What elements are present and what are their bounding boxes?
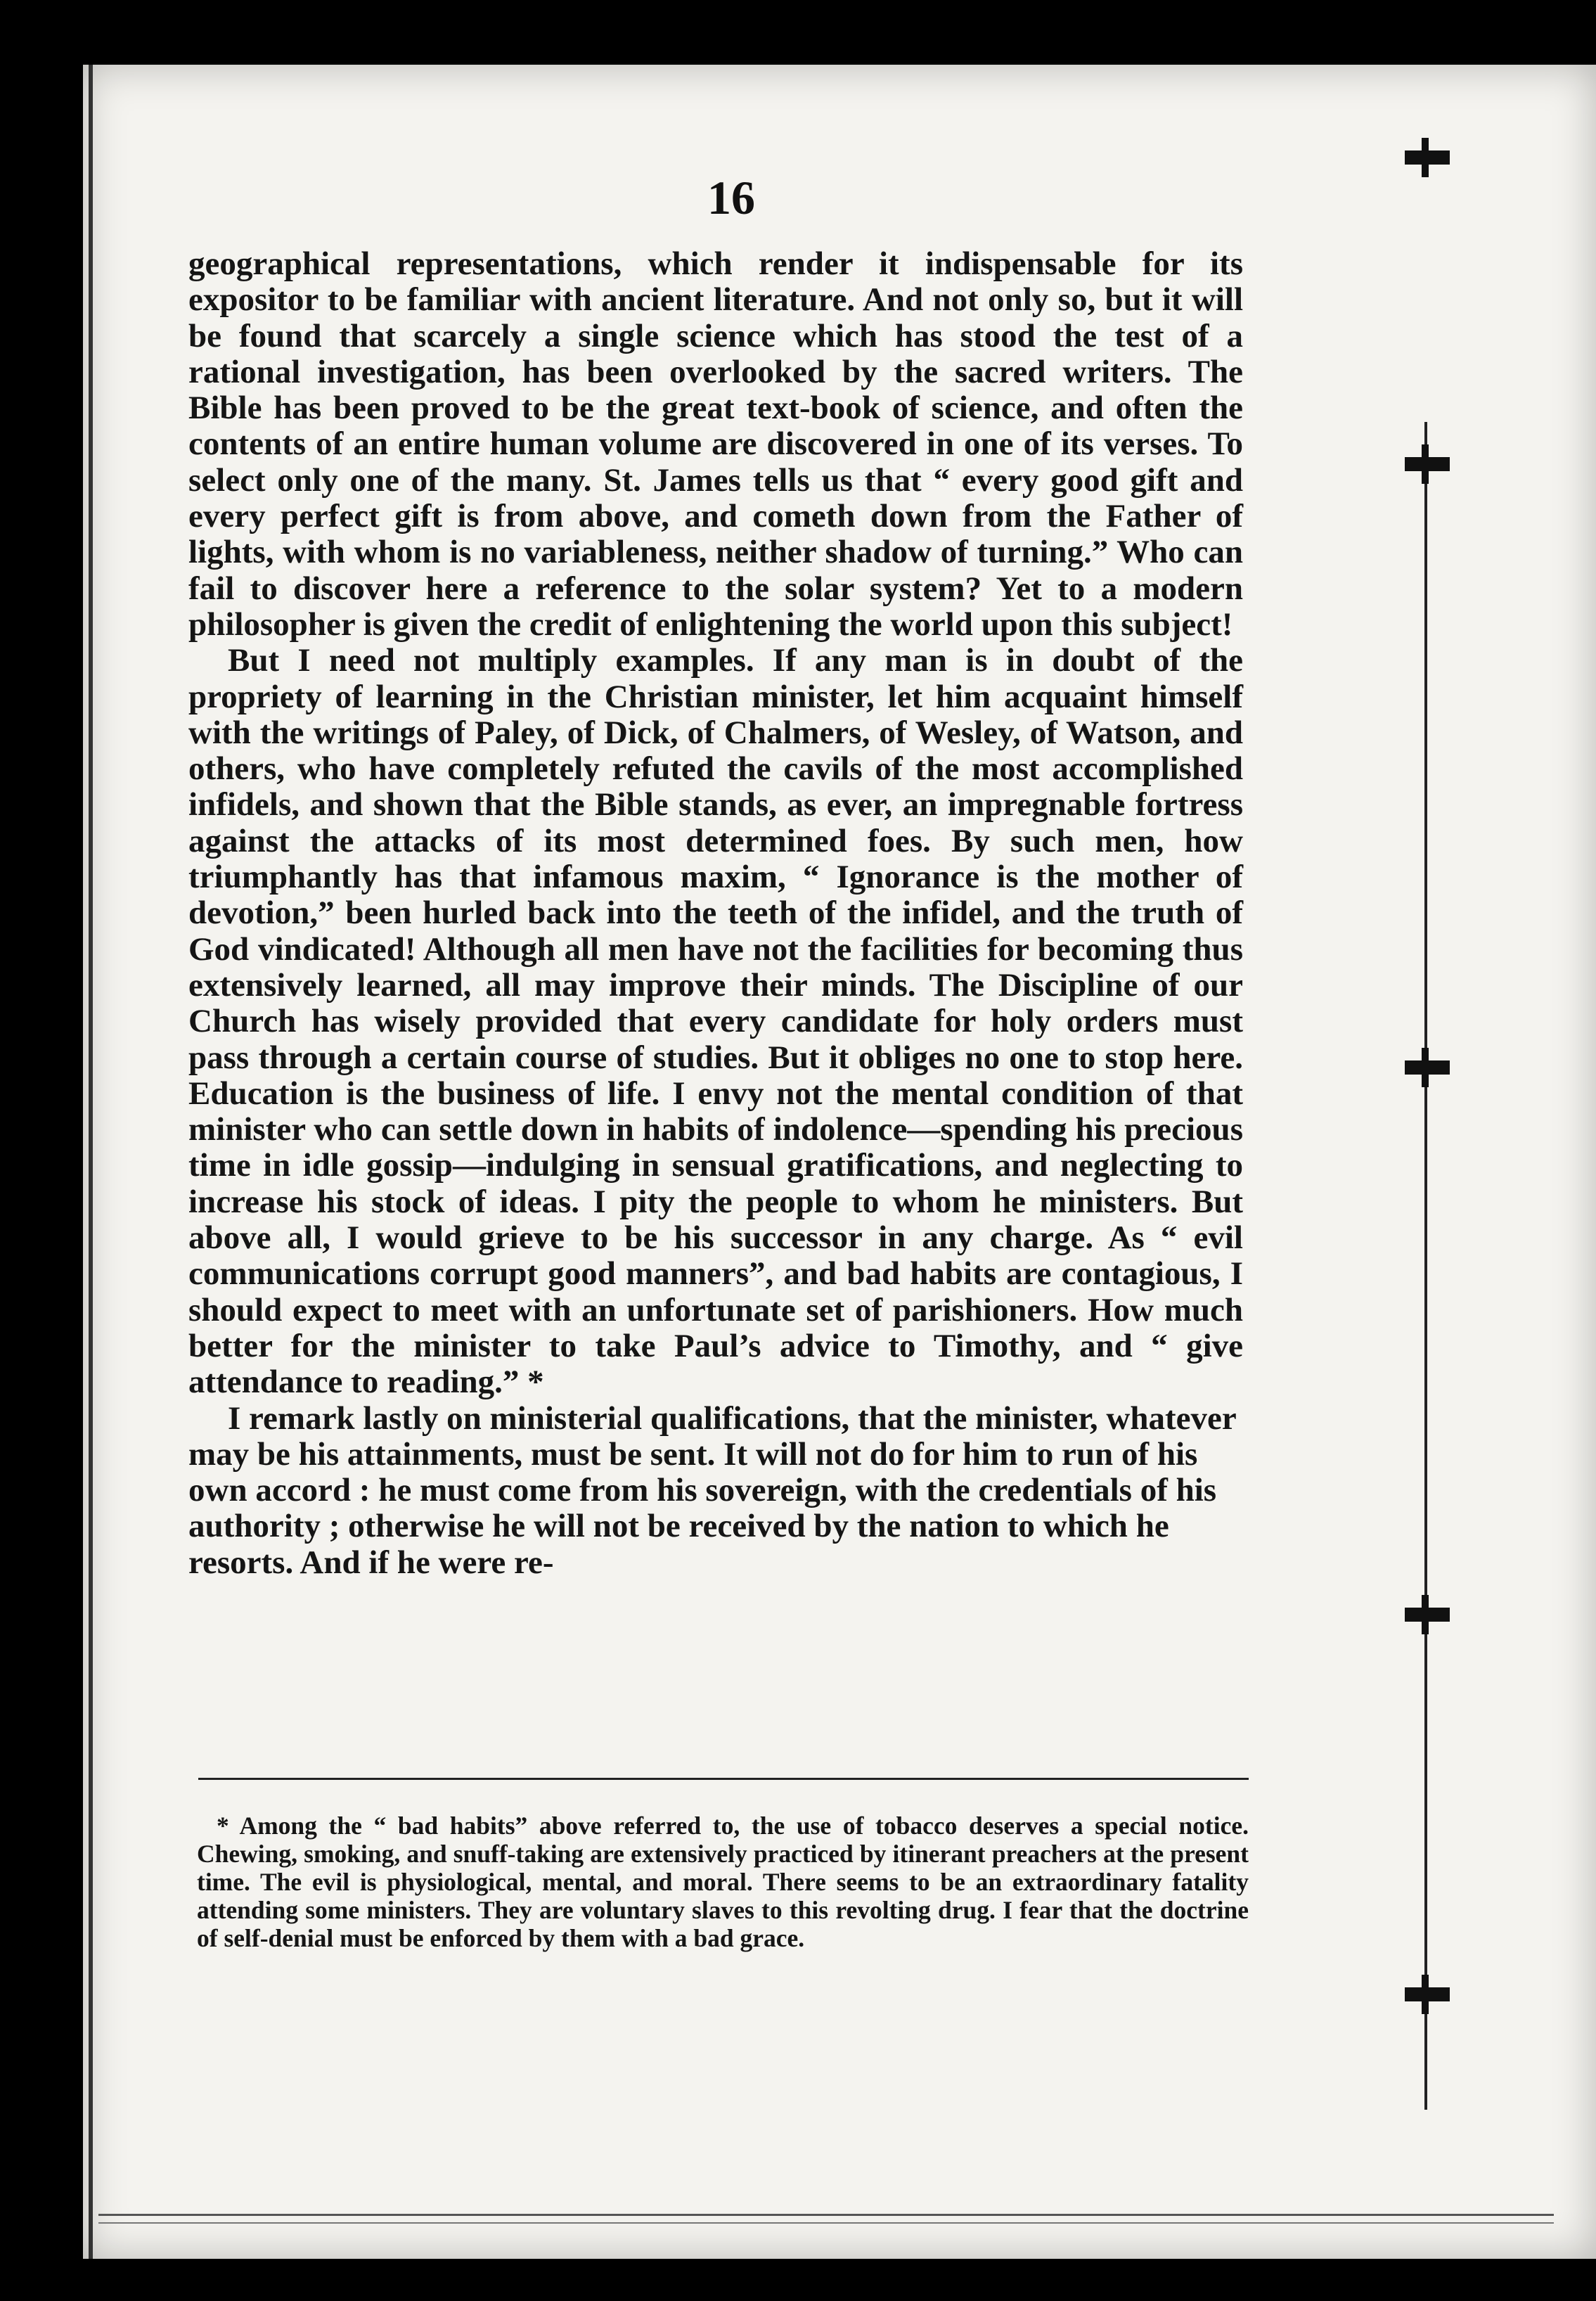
page-number: 16 (707, 171, 755, 224)
binding-tab-mark (1405, 457, 1450, 471)
binding-tab-mark (1405, 1608, 1450, 1622)
scan-border-left (0, 0, 83, 2301)
body-text (188, 246, 1243, 1581)
scan-border-top (0, 0, 1596, 65)
paragraph-2: But I need not multiply examples. If any man is in doubt of the propriety of learning in the Christian minister, let him acquaint himself with the writings of Paley, of Dick, of Chalmers, of Wesley, of Watson, and others, who have completely refuted the cavils of the most accomplished infidels, and shown that the Bible stands, as ever, an impregnable fortress against the attacks of its most determined foes. By such men, how triumphantly has that infamous maxim, “ Ignorance is the mother of devotion,” been hurled back into the teeth of the infidel, and the truth of God vindicated! Although all men have not the facilities for becoming thus extensively learned, all may improve their minds. The Discipline of our Church has wisely provided that every candidate for holy orders must pass through a certain course of studies. But it obliges no one to stop here. Education is the business of life. I envy not the mental condition of that minister who can settle down in habits of indolence—spending his precious time in idle gossip—indulging in sensual gratifications, and neglecting to increase his stock of ideas. I pity the people to whom he ministers. But above all, I would grieve to be his successor in any charge. As “ evil communications corrupt good manners”, and bad habits are contagious, I should expect to meet with an unfortunate set of parishioners. How much better for the minister to take Paul’s advice to Timothy, and “ give attendance to reading.” * (188, 642, 1243, 1401)
binding-tab-mark (1405, 1060, 1450, 1075)
margin-binding-line (1424, 422, 1427, 2110)
scan-border-bottom (0, 2259, 1596, 2301)
bottom-border-rule (98, 2214, 1554, 2216)
binding-tab-mark (1405, 1987, 1450, 2001)
footnote-separator-rule (198, 1778, 1249, 1780)
footnote-text: * Among the “ bad habits” above referred to, the use of tobacco deserves a special notice. Chewing, smoking, and snuff-taking are extensively practiced by itinerant preachers at the present time. The evil is physiological, mental, and moral. There seems to be an extraordinary fatality attending some ministers. They are voluntary slaves to this revolting drug. I fear that the doctrine of self-denial must be enforced by them with a bad grace. (197, 1812, 1249, 1952)
page-edge-line (89, 65, 93, 2259)
paragraph-3: I remark lastly on ministerial qualifications, that the minister, whatever may be his attainments, must be sent. It will not do for him to run of his own accord : he must come from his sovereign, with the credentials of his authority ; otherwise he will not be received by the nation to which he resorts. And if he were re- (188, 1399, 1236, 1581)
binding-tab-mark (1405, 150, 1450, 165)
paragraph-1: geographical representations, which render it indispensable for its expositor to be familiar with ancient literature. And not only so, but it will be found that scarcely a single science which has stood the test of a rational investigation, has been overlooked by the sacred writers. The Bible has been proved to be the great text-book of science, and often the contents of an entire human volume are discovered in one of its verses. To select only one of the many. St. James tells us that “ every good gift and every perfect gift is from above, and cometh down from the Father of lights, with whom is no variableness, neither shadow of turning.” Who can fail to discover here a reference to the solar system? Yet to a modern philosopher is given the credit of enlightening the world upon this subject! (188, 245, 1243, 643)
footnote (197, 1812, 1249, 1952)
bottom-border-rule (98, 2222, 1554, 2224)
